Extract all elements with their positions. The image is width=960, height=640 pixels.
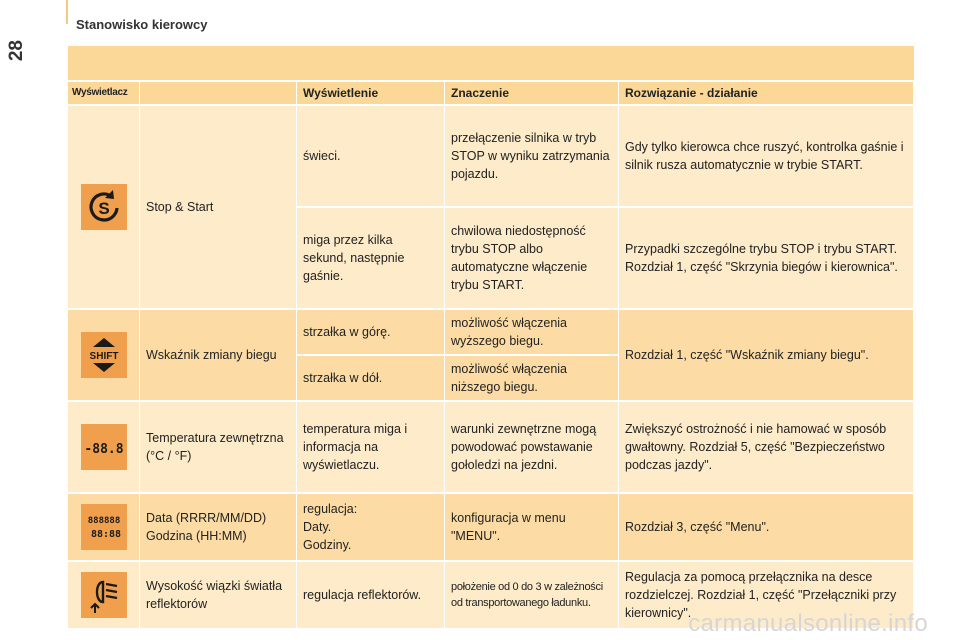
date-digits: 888888 xyxy=(87,516,120,526)
table-row xyxy=(68,310,914,356)
display-text: strzałka w dół. xyxy=(297,356,445,402)
display-text: miga przez kilka sekund, następnie gaśnie. xyxy=(297,208,445,310)
temperature-display-icon xyxy=(81,424,127,470)
table-row xyxy=(68,494,914,562)
indicator-name: Wskaźnik zmiany biegu xyxy=(140,310,297,402)
header-solution: Rozwiązanie - działanie xyxy=(619,82,914,106)
header-indicator: Wyświetlacz xyxy=(68,82,140,106)
indicator-name: Data (RRRR/MM/DD) Godzina (HH:MM) xyxy=(140,494,297,562)
table-row xyxy=(68,106,914,208)
solution-text: Zwiększyć ostrożność i nie hamować w sposób gwałtowny. Rozdział 5, część "Bezpieczeństwo podczas jazdy". xyxy=(619,402,914,494)
header-meaning: Znaczenie xyxy=(445,82,619,106)
solution-text: Gdy tylko kierowca chce ruszyć, kontrolka gaśnie i silnik rusza automatycznie w trybie START. xyxy=(619,106,914,208)
display-text: świeci. xyxy=(297,106,445,208)
header-display: Wyświetlenie xyxy=(297,82,445,106)
indicator-cell xyxy=(68,494,140,562)
indicator-name: Temperatura zewnętrzna (°C / °F) xyxy=(140,402,297,494)
display-text: temperatura miga i informacja na wyświetlaczu. xyxy=(297,402,445,494)
display-text: strzałka w górę. xyxy=(297,310,445,356)
display-text xyxy=(297,494,445,562)
temperature-digits: -88.8 xyxy=(83,442,124,457)
meaning-text: położenie od 0 do 3 w zależności od transportowanego ładunku. xyxy=(445,562,619,630)
meaning-text: przełączenie silnika w tryb STOP w wyniku zatrzymania pojazdu. xyxy=(445,106,619,208)
indicator-name: Stop & Start xyxy=(140,106,297,310)
stop-start-icon xyxy=(81,184,127,230)
page-number: 28 xyxy=(6,40,27,62)
meaning-text: warunki zewnętrzne mogą powodować powstawanie gołoledzi na jezdni. xyxy=(445,402,619,494)
header-blank xyxy=(140,82,297,106)
indicator-table xyxy=(68,82,914,630)
display-line: regulacja: xyxy=(303,502,358,516)
svg-text:S: S xyxy=(97,199,110,218)
indicator-cell xyxy=(68,106,140,310)
shift-label: SHIFT xyxy=(89,351,118,362)
meaning-text: konfiguracja w menu "MENU". xyxy=(445,494,619,562)
indicator-cell xyxy=(68,562,140,630)
indicator-cell xyxy=(68,310,140,402)
display-text: regulacja reflektorów. xyxy=(297,562,445,630)
table-header-row xyxy=(68,82,914,106)
table-row xyxy=(68,402,914,494)
indicator-cell xyxy=(68,402,140,494)
solution-text: Rozdział 1, część "Wskaźnik zmiany biegu". xyxy=(619,310,914,402)
watermark: carmanualsonline.info xyxy=(688,610,928,637)
section-rule xyxy=(66,0,68,24)
gear-shift-indicator-icon xyxy=(81,332,127,378)
meaning-text: możliwość włączenia wyższego biegu. xyxy=(445,310,619,356)
display-line: Daty. xyxy=(303,520,332,534)
solution-text: Przypadki szczególne trybu STOP i trybu START. Rozdział 1, część "Skrzynia biegów i kierownica". xyxy=(619,208,914,310)
date-time-display-icon xyxy=(81,504,127,550)
display-line: Godziny. xyxy=(303,538,352,552)
table-top-band xyxy=(68,46,914,80)
solution-text: Rozdział 3, część "Menu". xyxy=(619,494,914,562)
headlamp-levelling-icon xyxy=(81,572,127,618)
meaning-text: chwilowa niedostępność trybu STOP albo automatyczne włączenie trybu START. xyxy=(445,208,619,310)
meaning-text: możliwość włączenia niższego biegu. xyxy=(445,356,619,402)
time-digits: 88:88 xyxy=(90,529,121,540)
indicator-name: Wysokość wiązki światła reflektorów xyxy=(140,562,297,630)
section-title: Stanowisko kierowcy xyxy=(76,17,208,32)
solution-text: Regulacja za pomocą przełącznika na desce rozdzielczej. Rozdział 1, część "Przełączniki przy kierownicy". xyxy=(619,562,914,630)
